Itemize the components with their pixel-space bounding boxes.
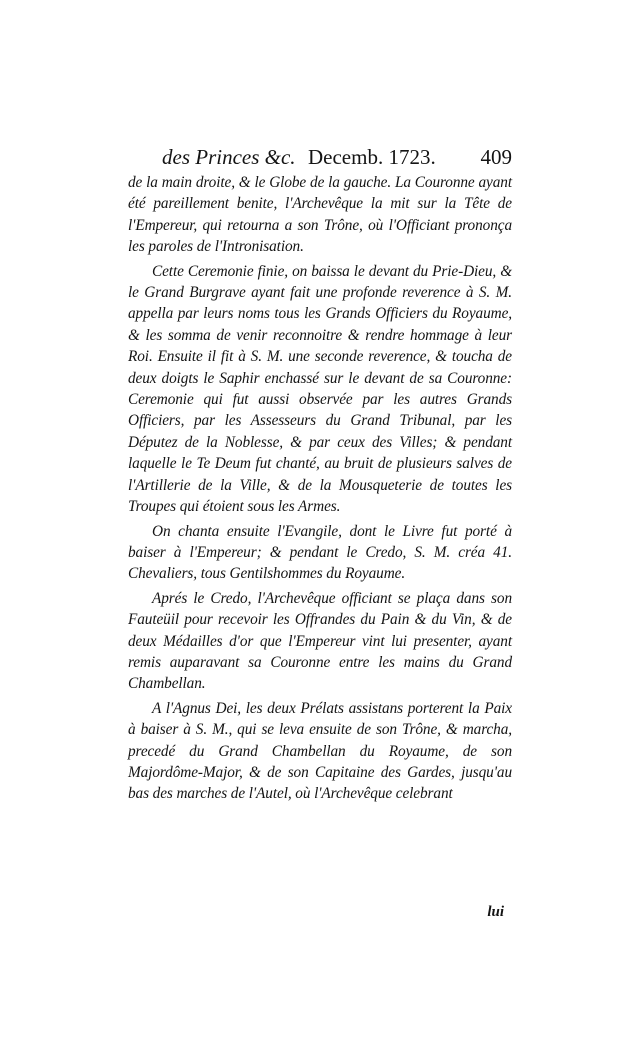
paragraph-2: Cette Ceremonie finie, on baissa le devant du Prie-Dieu, & le Grand Burgrave ayant fait une profonde reverence à S. M. appella par leurs noms tous les Grands Officiers du Royaume, & les somma de venir reconnoitre & rendre hommage à leur Roi. Ensuite il fit à S. M. une seconde reverence, & toucha de deux doigts le Saphir enchassé sur le devant de sa Couronne: Ceremonie qui fut aussi observée par les autres Grands Officiers, par les Assesseurs du Grand Tribunal, par les Députez de la Noblesse, & par ceux des Villes; & pendant laquelle le Te Deum fut chanté, au bruit de plusieurs salves de l'Artillerie de la Ville, & de la Mousqueterie de toutes les Troupes qui étoient sous les Armes.: [128, 262, 512, 516]
page-number: 409: [480, 145, 512, 169]
paragraph-5: A l'Agnus Dei, les deux Prélats assistans porterent la Paix à baiser à S. M., qui se leva ensuite de son Trône, & marcha, precedé du Grand Chambellan du Royaume, de son Majordôme-Major, & de son Capitaine des Gardes, jusqu'au bas des marches de l'Autel, où l'Archevêque celebrant: [128, 699, 512, 803]
paragraph-1: de la main droite, & le Globe de la gauche. La Couronne ayant été pareillement benite, l'Archevêque la mit sur la Tête de l'Empereur, qui retourna a son Trône, où l'Officiant prononça les paroles de l'Intronisation.: [128, 174, 512, 256]
paragraph-3: On chanta ensuite l'Evangile, dont le Livre fut porté à baiser à l'Empereur; & pendant le Credo, S. M. créa 41. Chevaliers, tous Gentilshommes du Royaume.: [128, 522, 512, 583]
paragraph-4: Aprés le Credo, l'Archevêque officiant se plaça dans son Fauteüil pour recevoir les Offrandes du Pain & du Vin, & de deux Médailles d'or que l'Empereur vint lui presenter, ayant remis auparavant sa Couronne entre les mains du Grand Chambellan.: [128, 589, 512, 693]
running-header: [128, 142, 512, 172]
catchword: lui: [487, 904, 504, 920]
body-text: [128, 172, 512, 805]
running-date: Decemb. 1723.: [308, 145, 436, 169]
book-page: [128, 142, 512, 922]
running-title: des Princes &c.: [162, 145, 296, 169]
